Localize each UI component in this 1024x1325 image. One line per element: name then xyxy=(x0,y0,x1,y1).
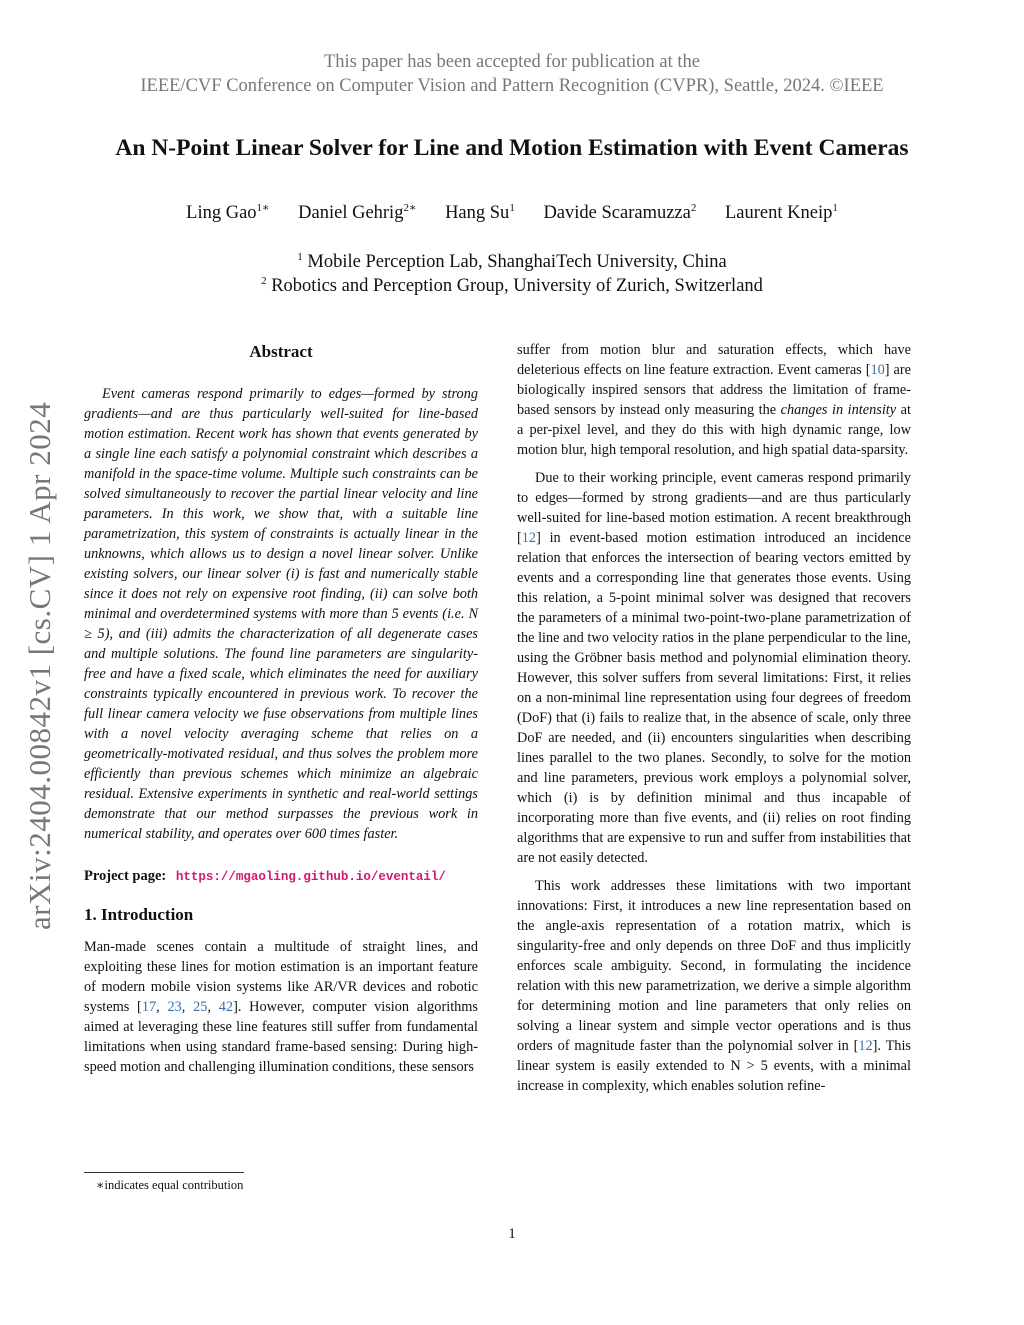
author: Ling Gao$^{1∗}$ xyxy=(186,201,270,223)
left-column xyxy=(84,340,478,1085)
author: Daniel Gehrig$^{2∗}$ xyxy=(298,201,417,223)
affiliations xyxy=(0,250,1024,298)
citation-link[interactable]: 25 xyxy=(193,999,208,1015)
body-paragraph: This work addresses these limitations with two important innovations: First, it introduces a new line representation based on the angle-axis representation of a rotation matrix, which is singularity-free and only depends on three DoF and thus implicitly enforces scale ambiguity. Second, in formulating the incidence relation with this new parametrization, we derive a simple algorithm for determining motion and line parameters that only relies on solving a linear system and simple vector operations and is thus orders of magnitude faster than the polynomial solver in [12]. This linear system is easily extended to N > 5 events, with a minimal increase in complexity, which enables solution refine- xyxy=(517,878,911,1094)
project-label: Project page: xyxy=(84,868,167,884)
notice-line-1: This paper has been accepted for publication at the xyxy=(323,52,700,72)
publication-notice xyxy=(0,50,1024,98)
citation-link[interactable]: 42 xyxy=(218,999,234,1015)
arxiv-identifier: arXiv:2404.00842v1 [cs.CV] 1 Apr 2024 xyxy=(22,401,57,930)
notice-line-2: IEEE/CVF Conference on Computer Vision and Pattern Recognition (CVPR), Seattle, 2024. ©IEEE xyxy=(140,76,884,96)
author: Hang Su$^1$ xyxy=(445,201,515,223)
citation-link[interactable]: 12 xyxy=(858,1038,873,1054)
paper-title: An N-Point Linear Solver for Line and Motion Estimation with Event Cameras xyxy=(115,135,909,161)
citation-link[interactable]: 10 xyxy=(870,362,885,378)
abstract-text: Event cameras respond primarily to edges—formed by strong gradients—and are thus particularly well-suited for line-based motion estimation. Recent work has shown that events generated by a single line each satisfy a polynomial constraint which describes a manifold in the space-time volume. Multiple such constraints can be solved simultaneously to recover the partial linear velocity and line parameters. In this work, we show that, with a suitable line parametrization, this system of constraints is actually linear in the unknowns, which allows us to design a novel linear solver. Unlike existing solvers, our linear solver (i) is fast and numerically stable since it does not rely on expensive root finding, (ii) can solve both minimal and overdetermined systems with more than 5 events (i.e. N ≥ 5), and (iii) admits the characterization of all degenerate cases and multiple solutions. The found line parameters are singularity-free and have a fixed scale, which eliminates the need for auxiliary constraints typically encountered in previous work. To recover the full linear camera velocity we fuse observations from multiple lines with a novel velocity averaging scheme that relies on a geometrically-motivated residual, and thus solves the problem more efficiently than previous schemes which minimize an algebraic residual. Extensive experiments in synthetic and real-world settings demonstrate that our method surpasses the previous work in numerical stability, and operates over 600 times faster. xyxy=(84,386,478,842)
section-heading-introduction: 1. Introduction xyxy=(84,905,194,924)
footnote-divider xyxy=(84,1172,244,1173)
affiliation: $^1$ Mobile Perception Lab, ShanghaiTech University, China xyxy=(297,250,727,272)
body-paragraph: suffer from motion blur and saturation effects, which have deleterious effects on line feature extraction. Event cameras [10] are biologically inspired sensors that address the limitation of frame-based sensors by instead only measuring the changes in intensity at a per-pixel level, and they do this with high dynamic range, low motion blur, high temporal resolution, and high spatial data-sparsity. xyxy=(517,342,911,458)
citation-link[interactable]: 12 xyxy=(521,530,537,546)
page-number: 1 xyxy=(508,1226,516,1242)
citation-link[interactable]: 23 xyxy=(167,999,182,1015)
body-paragraph: Due to their working principle, event cameras respond primarily to edges—formed by strong gradients—and are thus particularly well-suited for line-based motion estimation. A recent breakthrough [12] in event-based motion estimation introduced an incidence relation that enforces the intersection of bearing vectors emitted by events and a corresponding line that generates those events. Using this relation, a 5-point minimal solver was designed that recovers the parameters of a minimal two-point-two-plane parametrization of the line and two velocity ratios in the plane perpendicular to the line, using the Gröbner basis method and polynomial elimination theory. However, this solver suffers from several limitations: First, it relies on a non-minimal line representation using four degrees of freedom (DoF) that (i) fails to realize that, in the absence of scale, only three DoF are needed, and (ii) encounters singularities when describing lines parallel to the two planes. Secondly, to solve for the motion and line parameters, previous work employs a polynomial solver, which (i) is by definition minimal and thus incapable of incorporating more than five events, and (ii) relies on root finding algorithms that are expensive to run and suffer from instabilities that are not easily detected. xyxy=(517,470,911,866)
citation-link[interactable]: 17 xyxy=(141,999,157,1015)
project-link[interactable]: https://mgaoling.github.io/eventail/ xyxy=(175,870,446,884)
abstract-heading: Abstract xyxy=(249,342,313,361)
author: Laurent Kneip$^1$ xyxy=(724,201,838,223)
right-column xyxy=(517,340,911,1104)
intro-paragraph: Man-made scenes contain a multitude of straight lines, and exploiting these lines for motion estimation is an important feature of modern mobile vision systems like AR/VR devices and robotic systems [17, 23, 25, 42]. However, computer vision algorithms aimed at leveraging these line features still suffer from fundamental limitations when using standard frame-based sensing: During high-speed motion and challenging illumination conditions, these sensors xyxy=(84,939,478,1075)
affiliation: $^2$ Robotics and Perception Group, University of Zurich, Switzerland xyxy=(261,274,763,296)
footnote: ∗indicates equal contribution xyxy=(96,1178,244,1192)
author: Davide Scaramuzza$^2$ xyxy=(543,201,697,223)
author-list xyxy=(0,203,1024,224)
project-page xyxy=(84,866,478,887)
